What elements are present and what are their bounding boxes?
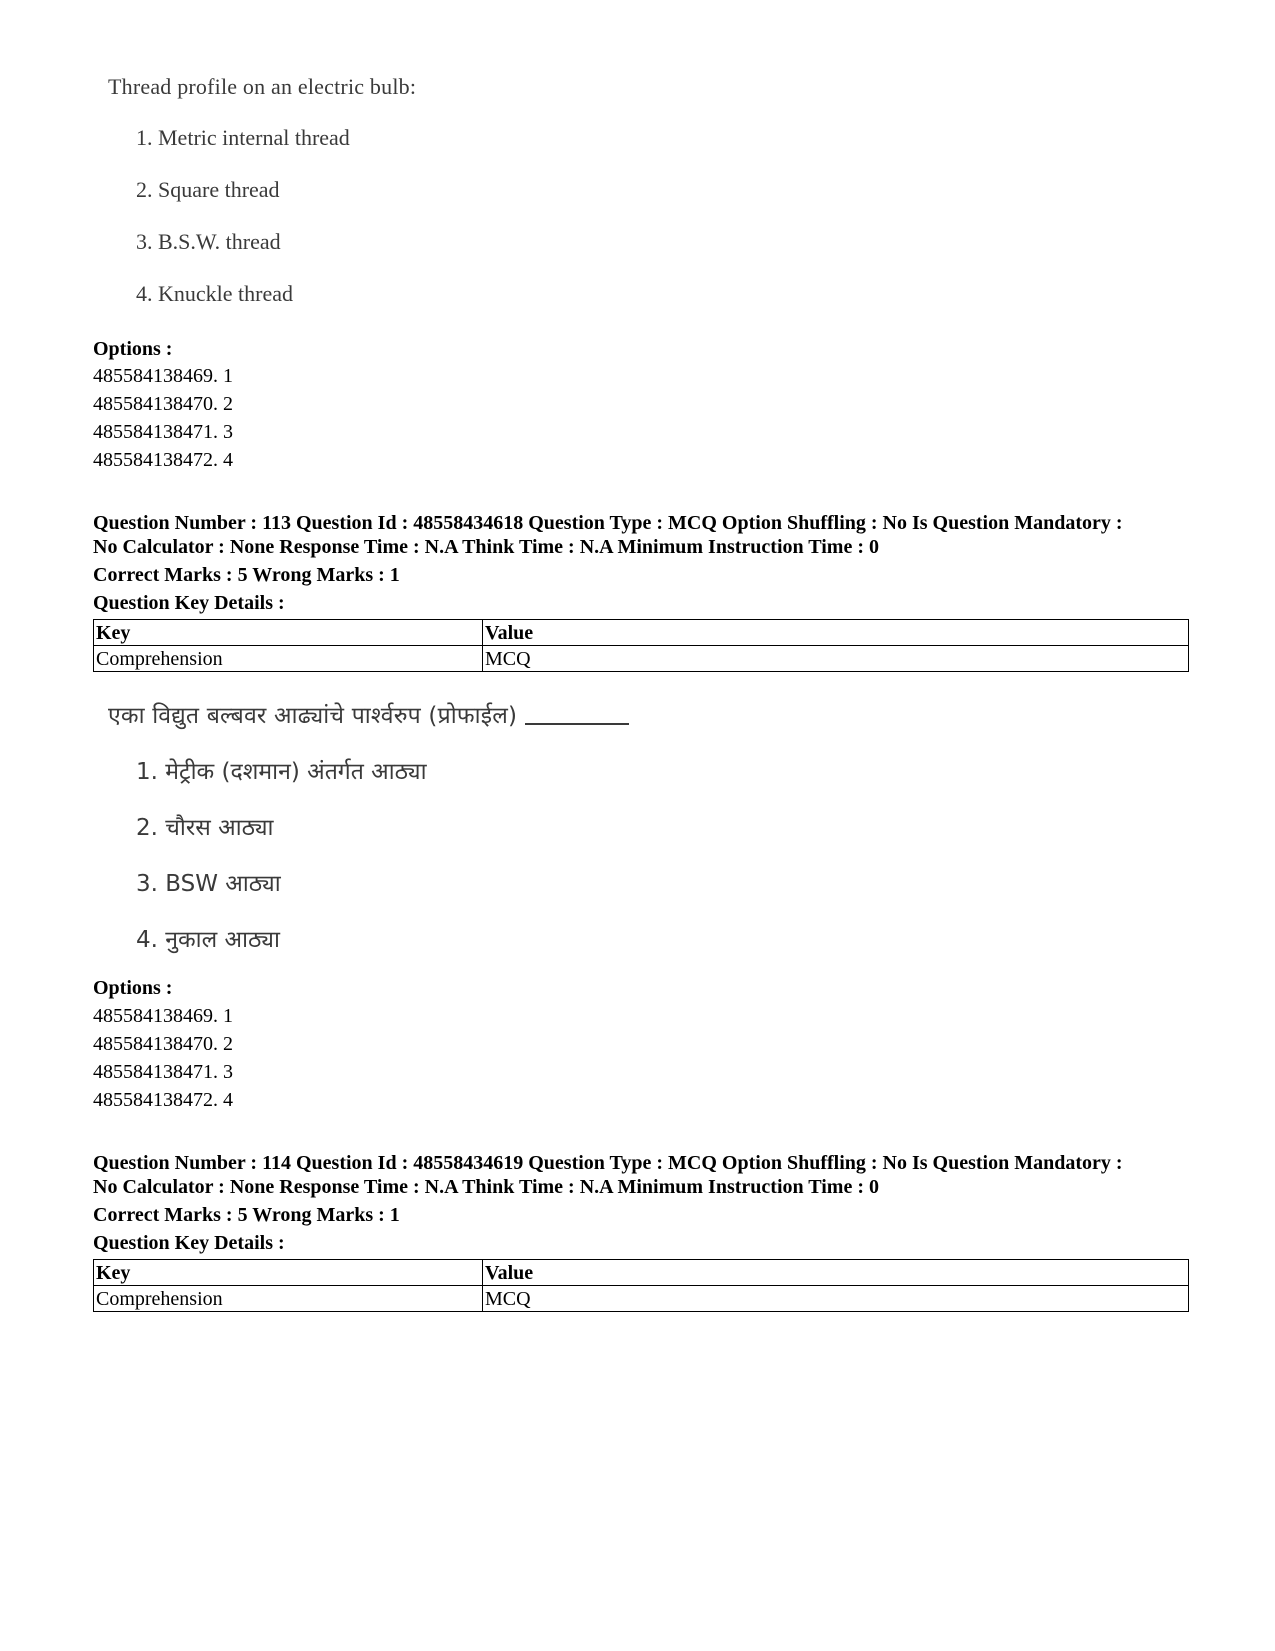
question-key-table — [93, 1259, 1189, 1312]
question-header-line-2: No Calculator : None Response Time : N.A Think Time : N.A Minimum Instruction Time : 0 — [93, 1176, 879, 1198]
options-label: Options : — [93, 338, 173, 360]
question-image-english — [108, 74, 416, 314]
question-item: 4. Knuckle thread — [136, 281, 293, 306]
table-header-row — [94, 620, 1189, 646]
option-item: 485584138472. 4 — [93, 1089, 233, 1111]
answer-blank — [525, 723, 629, 725]
table-header-row — [94, 1260, 1189, 1286]
question-item: 1. Metric internal thread — [136, 125, 350, 150]
question-marks: Correct Marks : 5 Wrong Marks : 1 — [93, 1204, 400, 1226]
question-key-table — [93, 619, 1189, 672]
question-stem: Thread profile on an electric bulb: — [108, 74, 417, 99]
question-marks: Correct Marks : 5 Wrong Marks : 1 — [93, 564, 400, 586]
question-header-line-1: Question Number : 114 Question Id : 48558434619 Question Type : MCQ Option Shuffling : No Is Question Mandatory : — [93, 1152, 1123, 1174]
question-item: 3. B.S.W. thread — [136, 229, 281, 254]
option-item: 485584138471. 3 — [93, 1061, 233, 1083]
question-stem: एका विद्युत बल्बवर आढ्यांचे पार्श्वरुप (प्रोफाईल) — [108, 703, 518, 729]
option-item: 485584138471. 3 — [93, 421, 233, 443]
table-cell-key: Comprehension — [94, 646, 483, 672]
question-image-marathi — [108, 698, 629, 968]
question-item: 2. Square thread — [136, 177, 280, 202]
question-item: 1. मेट्रीक (दशमान) अंतर्गत आठ्या — [136, 759, 427, 785]
table-cell-value: MCQ — [483, 646, 1189, 672]
option-item: 485584138470. 2 — [93, 393, 233, 415]
table-header-value: Value — [483, 620, 1189, 646]
table-header-value: Value — [483, 1260, 1189, 1286]
option-item: 485584138472. 4 — [93, 449, 233, 471]
table-cell-value: MCQ — [483, 1286, 1189, 1312]
question-item: 4. नुकाल आठ्या — [136, 927, 280, 953]
option-item: 485584138469. 1 — [93, 1005, 233, 1027]
option-item: 485584138470. 2 — [93, 1033, 233, 1055]
question-item: 3. BSW आठ्या — [136, 871, 281, 897]
table-row — [94, 1286, 1189, 1312]
option-item: 485584138469. 1 — [93, 365, 233, 387]
question-header-line-2: No Calculator : None Response Time : N.A Think Time : N.A Minimum Instruction Time : 0 — [93, 536, 879, 558]
table-header-key: Key — [94, 620, 483, 646]
question-header-line-1: Question Number : 113 Question Id : 48558434618 Question Type : MCQ Option Shuffling : No Is Question Mandatory : — [93, 512, 1123, 534]
question-item: 2. चौरस आठ्या — [136, 815, 274, 841]
question-key-details-label: Question Key Details : — [93, 592, 285, 614]
table-row — [94, 646, 1189, 672]
options-label: Options : — [93, 977, 173, 999]
table-cell-key: Comprehension — [94, 1286, 483, 1312]
table-header-key: Key — [94, 1260, 483, 1286]
question-key-details-label: Question Key Details : — [93, 1232, 285, 1254]
